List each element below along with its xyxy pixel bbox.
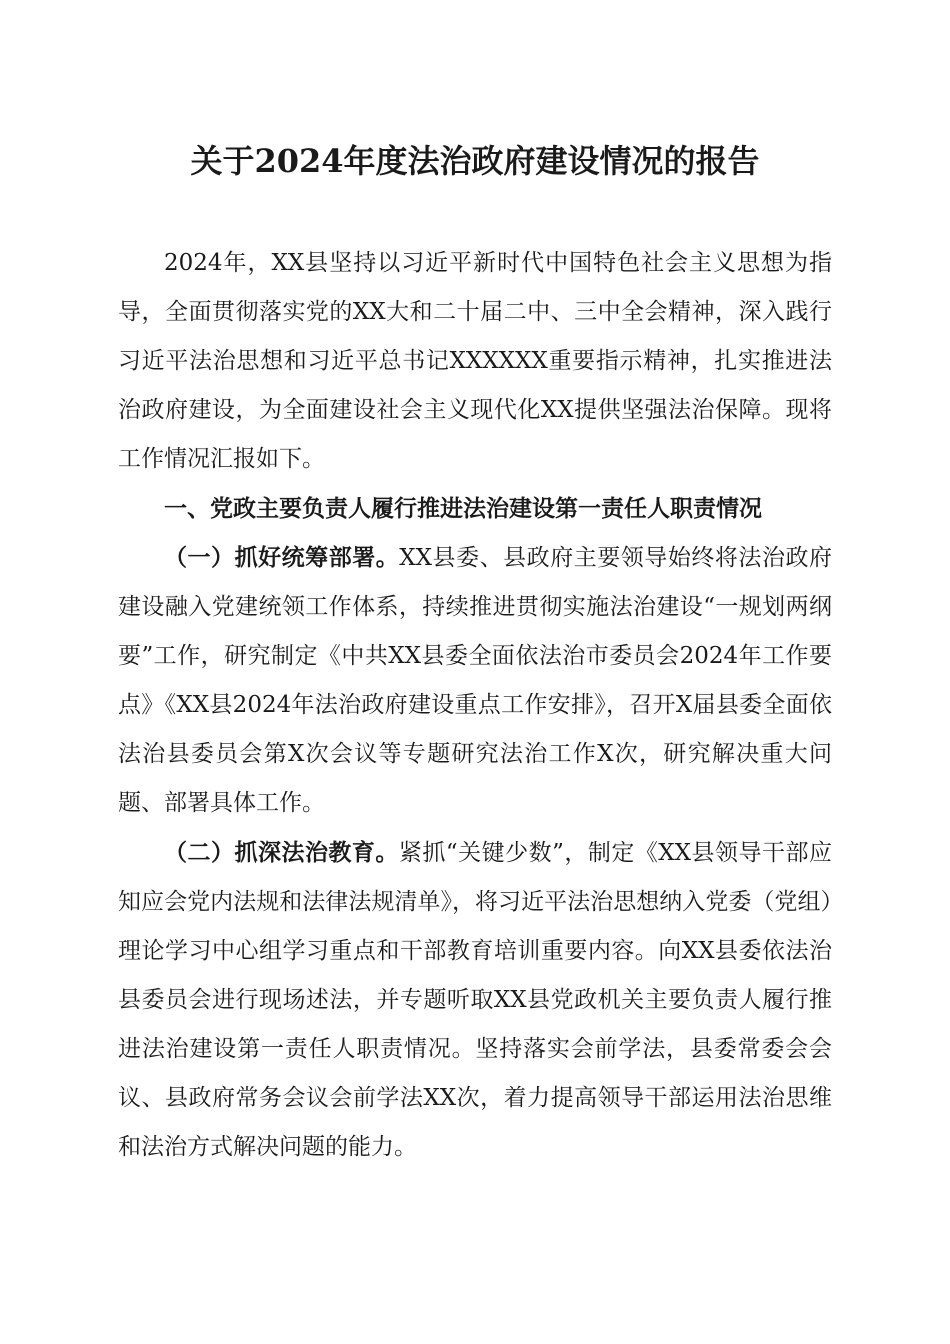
document-title: 关于2024年度法治政府建设情况的报告 (190, 142, 760, 180)
item-1-label: （一）抓好统筹部署。 (164, 544, 400, 571)
item-2-label: （二）抓深法治教育。 (164, 839, 399, 866)
document-page (118, 135, 832, 1172)
section-1-heading: 一、党政主要负责人履行推进法治建设第一责任人职责情况 (164, 495, 762, 522)
item-1-text: XX县委、县政府主要领导始终将法治政府建设融入党建统领工作体系，持续推进贯彻实施法治建设“一规划两纲要”工作，研究制定《中共XX县委全面依法治市委员会2024年工作要点》《XX县2024年法治政府建设重点工作安排》，召开X届县委全面依法治县委员会第X次会议等专题研究法治工作X次，研究解决重大问题、部署具体工作。 (118, 545, 833, 816)
item-2-text: 紧抓“关键少数”，制定《XX县领导干部应知应会党内法规和法律法规清单》，将习近平法治思想纳入党委（党组）理论学习中心组学习重点和干部教育培训重要内容。向XX县委依法治县委员会进行现场述法，并专题听取XX县党政机关主要负责人履行推进法治建设第一责任人职责情况。坚持落实会前学法，县委常委会会议、县政府常务会议会前学法XX次，着力提高领导干部运用法治思维和法治方式解决问题的能力。 (118, 840, 833, 1160)
section-1-item-2 (118, 828, 832, 1172)
section-1-item-1 (118, 533, 832, 828)
intro-paragraph: 2024年，XX县坚持以习近平新时代中国特色社会主义思想为指导，全面贯彻落实党的XX大和二十届二中、三中全会精神，深入践行习近平法治思想和习近平总书记XXXXXX重要指示精神，扎实推进法治政府建设，为全面建设社会主义现代化XX提供坚强法治保障。现将工作情况汇报如下。 (118, 250, 832, 472)
